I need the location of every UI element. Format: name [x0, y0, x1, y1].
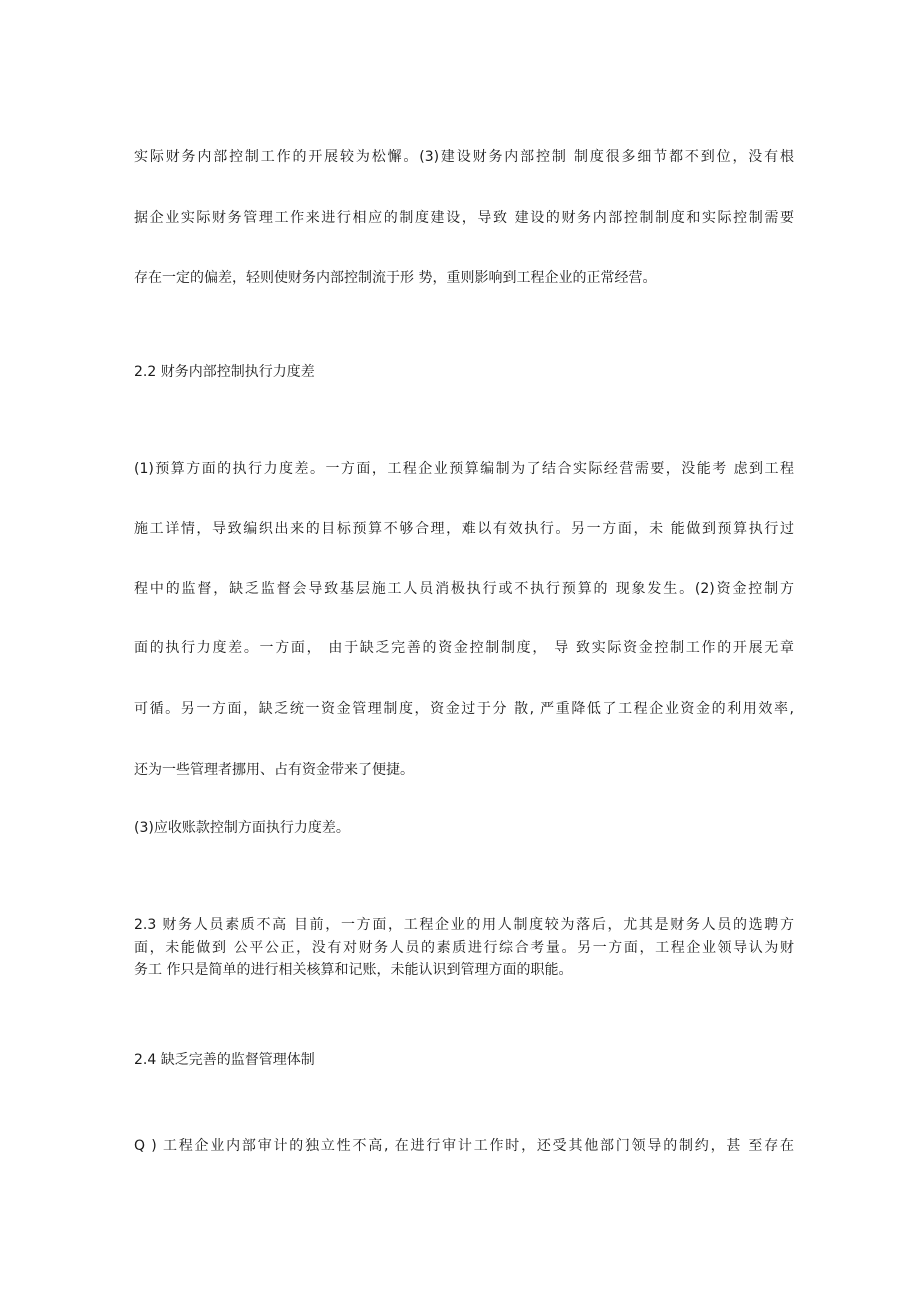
paragraph-1-line-1: 实际财务内部控制工作的开展较为松懈。(3)建设财务内部控制 制度很多细节都不到位，没有根: [134, 149, 794, 165]
paragraph-2-line-4: 面的执行力度差。一方面， 由于缺乏完善的资金控制制度， 导 致实际资金控制工作的开展无章: [134, 640, 794, 656]
paragraph-2-line-5: 可循。另一方面，缺乏统一资金管理制度，资金过于分 散, 严重降低了工程企业资金的利用效率,: [134, 701, 794, 717]
section-2-3-line-3: 务工 作只是简单的进行相关核算和记账，未能认识到管理方面的职能。: [134, 962, 573, 978]
paragraph-2-line-3: 程中的监督，缺乏监督会导致基层施工人员消极执行或不执行预算的 现象发生。(2)资金控制方: [134, 581, 794, 597]
section-2-3-line-1: 2.3 财务人员素质不高 目前，一方面，工程企业的用人制度较为落后，尤其是财务人员的选聘方: [134, 917, 794, 933]
paragraph-2-line-2: 施工详情，导致编织出来的目标预算不够合理，难以有效执行。另一方面，未 能做到预算执行过: [134, 521, 794, 537]
section-2-3-line-2: 面，未能做到 公平公正，没有对财务人员的素质进行综合考量。另一方面，工程企业领导认为财: [134, 940, 794, 956]
section-2-2-heading: 2.2 财务内部控制执行力度差: [134, 364, 315, 380]
paragraph-2-line-6: 还为一些管理者挪用、占有资金带来了便捷。: [134, 762, 414, 778]
paragraph-1-line-2: 据企业实际财务管理工作来进行相应的制度建设，导致 建设的财务内部控制制度和实际控制需要: [134, 210, 794, 226]
section-2-4-heading: 2.4 缺乏完善的监督管理体制: [134, 1052, 315, 1068]
paragraph-1-line-3: 存在一定的偏差，轻则使财务内部控制流于形 势，重则影响到工程企业的正常经营。: [134, 270, 657, 286]
paragraph-3: (3)应收账款控制方面执行力度差。: [134, 820, 350, 836]
paragraph-4: Q ) 工程企业内部审计的独立性不高, 在进行审计工作时，还受其他部门领导的制约，甚 至存在: [134, 1138, 794, 1154]
paragraph-2-line-1: (1)预算方面的执行力度差。一方面，工程企业预算编制为了结合实际经营需要，没能考 虑到工程: [134, 461, 794, 477]
